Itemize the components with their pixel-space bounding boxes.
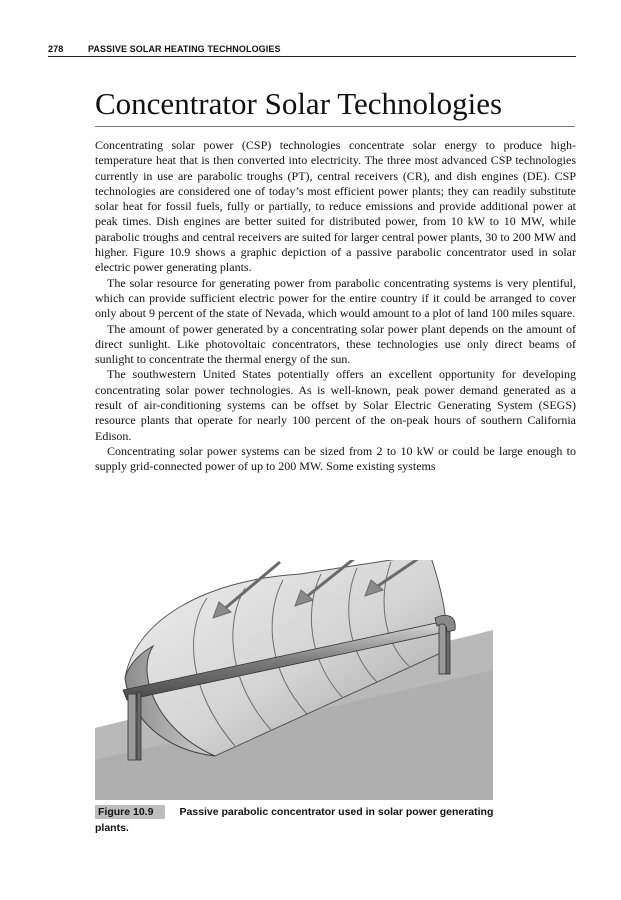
figure-label: Figure 10.9 — [95, 805, 165, 819]
running-title: PASSIVE SOLAR HEATING TECHNOLOGIES — [88, 44, 281, 54]
page-header — [48, 34, 576, 56]
paragraph: The solar resource for generating power from parabolic concentrating systems is very plentiful, which can provide sufficient electric power for the entire country if it could be arranged to cover only about 9 percent of the state of Nevada, which would amount to a plot of land 100 miles square. — [95, 275, 576, 321]
paragraph: The amount of power generated by a concentrating solar power plant depends on the amount of direct sunlight. Like photovoltaic concentrators, these technologies use only direct beams of sunlight to concentrate the thermal energy of the sun. — [95, 321, 576, 367]
header-rule — [48, 56, 576, 57]
parabolic-trough-illustration — [95, 560, 493, 800]
body-text — [95, 138, 576, 475]
section-title: Concentrator Solar Technologies — [95, 86, 575, 127]
figure-parabolic-concentrator — [95, 560, 493, 800]
caption-text: Passive parabolic concentrator used in solar power generating plants. — [95, 806, 494, 834]
page-number: 278 — [48, 44, 64, 54]
paragraph: Concentrating solar power (CSP) technologies concentrate solar energy to produce high-temperature heat that is then converted into electricity. The three most advanced CSP technologies currently in use are parabolic troughs (PT), central receivers (CR), and dish engines (DE). CSP technologies are considered one of today’s most efficient power plants; they can readily substitute solar heat for fossil fuels, fully or partially, to reduce emissions and provide additional power at peak times. Dish engines are better suited for distributed power, from 10 kW to 10 MW, while parabolic troughs and central receivers are suited for larger central power plants, 30 to 200 MW and higher. Figure 10.9 shows a graphic depiction of a passive parabolic concentrator used in solar electric power generating plants. — [95, 138, 576, 275]
paragraph: The southwestern United States potentially offers an excellent opportunity for developing concentrating solar power technologies. As is well-known, peak power demand generated as a result of air-conditioning systems can be offset by Solar Electric Generating System (SEGS) resource plants that operate for nearly 100 percent of the on-peak hours of southern California Edison. — [95, 367, 576, 443]
paragraph: Concentrating solar power systems can be sized from 2 to 10 kW or could be large enough to supply grid-connected power of up to 200 MW. Some existing systems — [95, 443, 576, 474]
figure-caption — [95, 804, 515, 836]
